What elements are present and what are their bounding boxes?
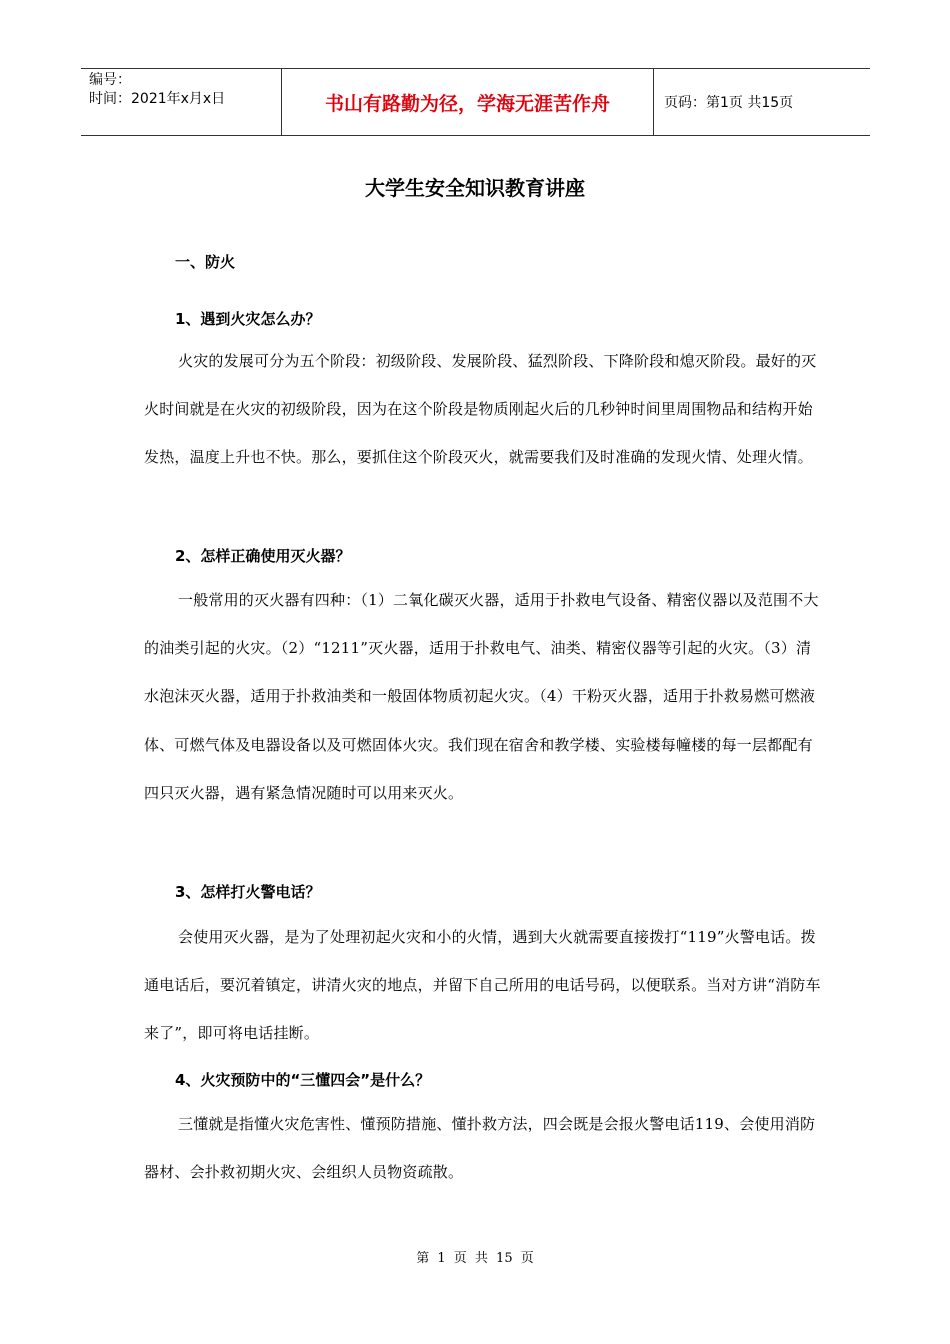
paragraph-extinguisher: 一般常用的灭火器有四种：（1）二氧化碳灭火器，适用于扑救电气设备、精密仪器以及范围不大的油类引起的火灾。（2）“1211”灭火器，适用于扑救电气、油类、精密仪器等引起的火灾。（3）清水泡沫灭火器，适用于扑救油类和一般固体物质初起火灾。（4）干粉灭火器，适用于扑救易燃可燃液体、可燃气体及电器设备以及可燃固体火灾。我们现在宿舍和教学楼、实验楼每幢楼的每一层都配有四只灭火器，遇有紧急情况随时可以用来灭火。	[144, 591, 819, 802]
header-page-info: 页码：第1页 共15页	[664, 95, 794, 111]
header-motto: 书山有路勤为径，学海无涯苦作舟	[282, 69, 654, 135]
number-label: 编号：	[89, 72, 131, 88]
section-heading-three-four: 4、火灾预防中的“三懂四会”是什么？	[175, 1071, 431, 1089]
section-heading-fire-prevention: 一、防火	[175, 253, 236, 271]
page-footer: 第 1 页 共 15 页	[416, 1251, 534, 1266]
header-meta-cell	[81, 69, 282, 135]
document-title: 大学生安全知识教育讲座	[365, 176, 585, 200]
section-heading-extinguisher: 2、怎样正确使用灭火器？	[175, 547, 351, 565]
paragraph-fire-response: 火灾的发展可分为五个阶段：初级阶段、发展阶段、猛烈阶段、下降阶段和熄灭阶段。最好的灭火时间就是在火灾的初级阶段，因为在这个阶段是物质刚起火后的几秒钟时间里周围物品和结构开始发热，温度上升也不快。那么，要抓住这个阶段灭火，就需要我们及时准确的发现火情、处理火情。	[144, 352, 817, 467]
section-heading-fire-response: 1、遇到火灾怎么办？	[175, 310, 321, 328]
paragraph-fire-call: 会使用灭火器，是为了处理初起火灾和小的火情，遇到大火就需要直接拨打“119”火警电话。拨通电话后，要沉着镇定，讲清火灾的地点，并留下自己所用的电话号码，以便联系。当对方讲“消防车来了”，即可将电话挂断。	[144, 928, 821, 1043]
section-heading-fire-call: 3、怎样打火警电话？	[175, 883, 321, 901]
time-label: 时间：2021年x月x日	[89, 91, 226, 107]
document-header	[81, 68, 870, 136]
paragraph-three-four: 三懂就是指懂火灾危害性、懂预防措施、懂扑救方法，四会既是会报火警电话119、会使用消防器材、会扑救初期火灾、会组织人员物资疏散。	[144, 1115, 816, 1182]
